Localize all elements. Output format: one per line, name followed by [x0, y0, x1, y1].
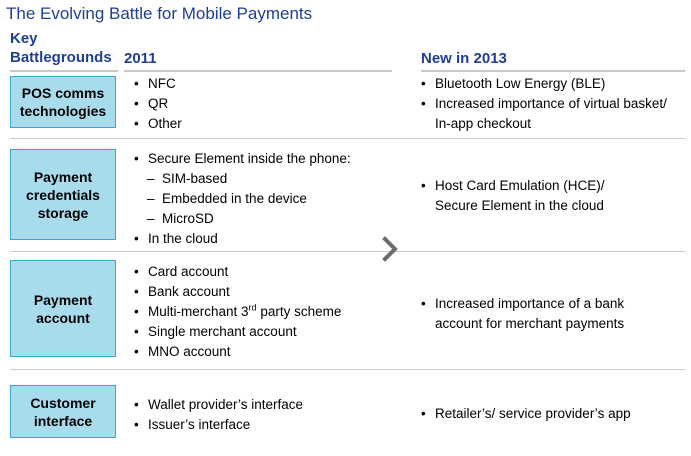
list-item: • Retailer’s/ service provider’s app	[421, 404, 631, 424]
category-label: account	[36, 309, 90, 326]
column-header-2013: New in 2013	[421, 50, 507, 67]
list-item-multi-merchant	[134, 302, 341, 322]
list-2011-credentials-storage	[134, 149, 351, 249]
list-2013-credentials-storage	[421, 176, 605, 216]
list-2013-payment-account	[421, 294, 624, 334]
list-item-text: party scheme	[256, 304, 342, 319]
list-2011-customer-interface	[134, 395, 303, 435]
list-2013-customer-interface	[421, 404, 631, 424]
list-2011-payment-account	[134, 262, 341, 362]
category-box-pos-comms	[10, 76, 116, 128]
list-subitem: – Embedded in the device	[134, 189, 351, 209]
category-label: interface	[33, 412, 93, 429]
list-item-continuation: account for merchant payments	[435, 316, 625, 331]
superscript-ordinal: rd	[248, 302, 257, 313]
list-item-continuation: In-app checkout	[435, 116, 532, 131]
list-item: • Issuer’s interface	[134, 415, 303, 435]
list-item: • Single merchant account	[134, 322, 341, 342]
header-rule	[10, 70, 118, 72]
category-label: storage	[37, 204, 89, 221]
list-2011-pos-comms	[134, 74, 182, 134]
column-header-2011: 2011	[124, 50, 157, 67]
header-rule	[421, 70, 685, 72]
category-label: technologies	[19, 103, 107, 119]
list-item: • Increased importance of a bank	[421, 294, 624, 314]
key-battlegrounds-header	[10, 29, 112, 67]
category-label: Payment	[33, 291, 93, 308]
category-label: POS comms	[21, 85, 105, 101]
row-divider	[10, 369, 685, 370]
category-box-customer-interface	[10, 385, 116, 438]
row-divider	[10, 138, 685, 139]
list-item-text: Multi-merchant 3	[148, 304, 249, 319]
list-item: • In the cloud	[134, 229, 351, 249]
list-item: • NFC	[134, 74, 182, 94]
list-item: • Bluetooth Low Energy (BLE)	[421, 74, 667, 94]
list-item: • Card account	[134, 262, 341, 282]
list-item: • MNO account	[134, 342, 341, 362]
key-header-line2: Battlegrounds	[10, 49, 112, 66]
header-rule	[124, 70, 392, 72]
list-subitem: – SIM-based	[134, 169, 351, 189]
list-2013-pos-comms	[421, 74, 667, 134]
list-item: • Host Card Emulation (HCE)/	[421, 176, 605, 196]
list-item: • Increased importance of virtual basket/	[421, 94, 667, 114]
list-item: • Other	[134, 114, 182, 134]
list-item: • Bank account	[134, 282, 341, 302]
list-item: • Wallet provider’s interface	[134, 395, 303, 415]
list-item-continuation: Secure Element in the cloud	[435, 198, 604, 213]
list-item: • Secure Element inside the phone:	[134, 149, 351, 169]
key-header-line1: Key	[10, 30, 38, 47]
row-divider	[10, 251, 685, 252]
category-label: credentials	[26, 186, 100, 203]
category-label: Payment	[33, 168, 93, 185]
slide-title: The Evolving Battle for Mobile Payments	[6, 4, 313, 23]
chevron-right-icon	[380, 236, 402, 262]
category-box-payment-account	[10, 260, 116, 357]
list-subitem: – MicroSD	[134, 209, 351, 229]
list-item: • QR	[134, 94, 182, 114]
category-box-credentials-storage	[10, 149, 116, 240]
category-label: Customer	[30, 394, 96, 411]
